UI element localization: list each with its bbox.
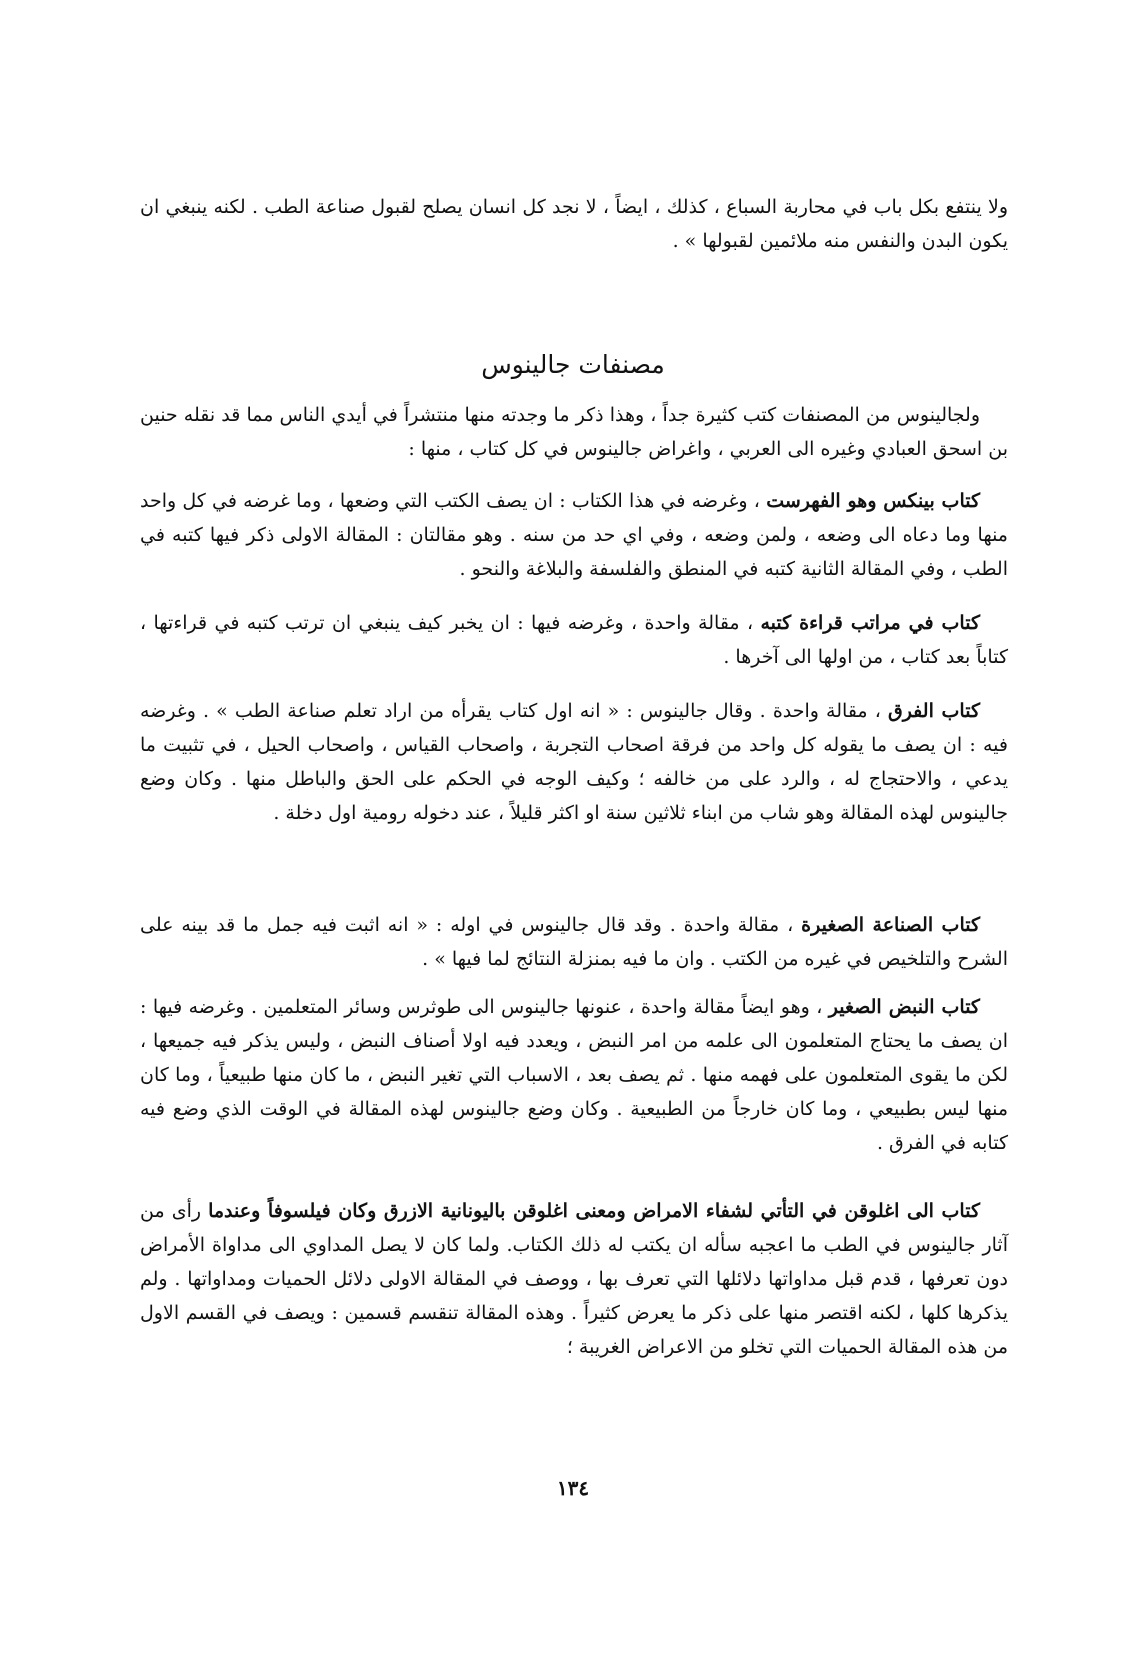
paragraph-reading-order — [140, 606, 1008, 674]
paragraph-1 — [140, 398, 1008, 466]
book-title: كتاب الصناعة الصغيرة — [801, 914, 981, 936]
paragraph-small-art — [140, 908, 1008, 976]
page-number: ١٣٤ — [556, 1476, 590, 1500]
book-title: كتاب الى اغلوقن في التأتي لشفاء الامراض ومعنى اغلوقن باليونانية الازرق وكان فيلسوفاً وعندما — [208, 1200, 980, 1222]
paragraph-text: ، مقالة واحدة . وقد قال جالينوس في اوله : « انه اثبت فيه جمل ما قد بينه على الشرح والتلخيص في غيره من الكتب . وان ما فيه بمنزلة النتائج لما فيها » . — [140, 914, 1008, 970]
book-title: كتاب النبض الصغير — [828, 996, 980, 1018]
paragraph-text: رأى من آثار جالينوس في الطب ما اعجبه سأله ان يكتب له ذلك الكتاب. ولما كان لا يصل المداوي الى مداواة الأمراض دون تعرفها ، قدم قبل مداواتها دلائلها التي تعرف بها ، ووصف في المقالة الاولى دلائل الحميات ومداواتها . ولم يذكرها كلها ، لكنه اقتصر منها على ذكر ما يعرض كثيراً . وهذه المقالة تنقسم قسمين : ويصف في القسم الاول من هذه المقالة الحميات التي تخلو من الاعراض الغريبة ؛ — [140, 1200, 1008, 1358]
book-title: كتاب في مراتب قراءة كتبه — [760, 612, 980, 634]
paragraph-text: ، وهو ايضاً مقالة واحدة ، عنونها جالينوس الى طوثرس وسائر المتعلمين . وغرضه فيها : ان يصف ما يحتاج المتعلمون الى علمه من امر النبض ، ويعدد فيه اولا أصناف النبض ، وليس يذكر فيه جميعها ، لكن ما يقوى المتعلمون على فهمه منها . ثم يصف بعد ، الاسباب التي تغير النبض ، ما كان منها طبيعياً ، وما كان منها ليس بطبيعي ، وما كان خارجاً من الطبيعية . وكان وضع جالينوس لهذه المقالة في الوقت الذي وضع فيه كتابه في الفرق . — [140, 996, 1008, 1154]
paragraph-text: ولجالينوس من المصنفات كتب كثيرة جداً ، وهذا ذكر ما وجدته منها منتشراً في أيدي الناس مما قد نقله حنين بن اسحق العبادي وغيره الى العربي ، واغراض جالينوس في كل كتاب ، منها : — [140, 404, 1008, 460]
paragraph-small-pulse — [140, 990, 1008, 1160]
paragraph-text: ، مقالة واحدة . وقال جالينوس : « انه اول كتاب يقرأه من اراد تعلم صناعة الطب » . وغرضه فيه : ان يصف ما يقوله كل واحد من فرقة اصحاب التجربة ، واصحاب القياس ، واصحاب الحيل ، في تثبيت ما يدعي ، والاحتجاج له ، والرد على من خالفه ؛ وكيف الوجه في الحكم على الحق والباطل منها . وكان وضع جالينوس لهذه المقالة وهو شاب من ابناء ثلاثين سنة او اكثر قليلاً ، عند دخوله رومية اول دخلة . — [140, 700, 1008, 824]
section-heading: مصنفات جالينوس — [481, 350, 665, 379]
intro-paragraph — [140, 190, 1008, 258]
paragraph-glaucon — [140, 1194, 1008, 1364]
paragraph-sects — [140, 694, 1008, 830]
paragraph-text: ، مقالة واحدة ، وغرضه فيها : ان يخبر كيف ينبغي ان ترتب كتبه في قراءتها ، كتاباً بعد كتاب ، من اولها الى آخرها . — [140, 612, 1008, 668]
intro-text: ولا ينتفع بكل باب في محاربة السباع ، كذلك ، ايضاً ، لا نجد كل انسان يصلح لقبول صناعة الطب . لكنه ينبغي ان يكون البدن والنفس منه ملائمين لقبولها » . — [140, 196, 1008, 252]
paragraph-text: ، وغرضه في هذا الكتاب : ان يصف الكتب التي وضعها ، وما غرضه في كل واحد منها وما دعاه الى وضعه ، ولمن وضعه ، وفي اي حد من سنه . وهو مقالتان : المقالة الاولى ذكر فيها كتبه في الطب ، وفي المقالة الثانية كتبه في المنطق والفلسفة والبلاغة والنحو . — [140, 490, 1008, 580]
paragraph-pinax — [140, 484, 1008, 586]
book-title: كتاب الفرق — [887, 700, 980, 722]
book-title: كتاب بينكس وهو الفهرست — [766, 490, 981, 512]
